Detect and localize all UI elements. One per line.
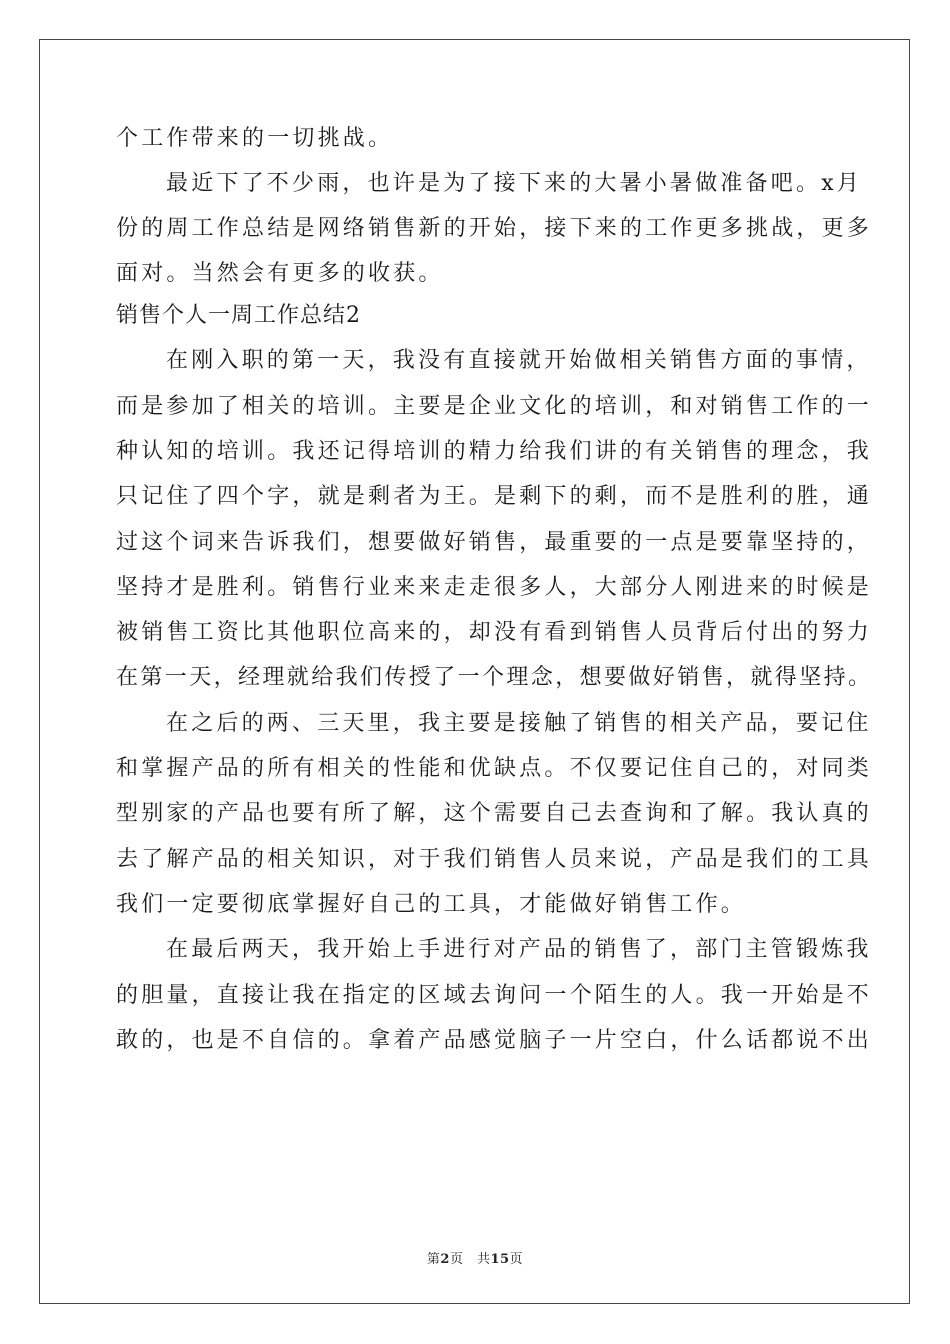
text-line: 在刚入职的第一天，我没有直接就开始做相关销售方面的事情，	[166, 348, 872, 373]
page-prefix: 第	[426, 1252, 441, 1267]
text-line: 个工作带来的一切挑战。	[116, 126, 394, 151]
page-total: 15	[490, 1252, 510, 1267]
text-line: 面对。当然会有更多的收获。	[116, 261, 444, 286]
text-line: 去了解产品的相关知识，对于我们销售人员来说，产品是我们的工具	[116, 847, 873, 872]
text-line: 在之后的两、三天里，我主要是接触了销售的相关产品，要记住	[166, 711, 872, 736]
text-line: 而是参加了相关的培训。主要是企业文化的培训，和对销售工作的一	[116, 394, 873, 419]
text-line: 在最后两天，我开始上手进行对产品的销售了，部门主管锻炼我	[166, 937, 872, 962]
page-current: 2	[440, 1252, 450, 1267]
text-line: 的胆量，直接让我在指定的区域去询问一个陌生的人。我一开始是不	[116, 983, 873, 1008]
text-line: 过这个词来告诉我们，想要做好销售，最重要的一点是要靠坚持的，	[116, 530, 873, 555]
text-line: 在第一天，经理就给我们传授了一个理念，想要做好销售，就得坚持。	[116, 665, 873, 690]
page-mid: 页 共	[449, 1252, 491, 1267]
page-suffix: 页	[509, 1252, 524, 1267]
text-line: 敢的，也是不自信的。拿着产品感觉脑子一片空白，什么话都说不出	[116, 1028, 873, 1053]
text-line: 型别家的产品也要有所了解，这个需要自己去查询和了解。我认真的	[116, 801, 873, 826]
text-line: 被销售工资比其他职位高来的，却没有看到销售人员背后付出的努力	[116, 620, 873, 645]
text-line: 只记住了四个字，就是剩者为王。是剩下的剩，而不是胜利的胜，通	[116, 484, 873, 509]
section-heading: 销售个人一周工作总结2	[116, 303, 361, 328]
text-line: 份的周工作总结是网络销售新的开始，接下来的工作更多挑战，更多	[116, 216, 873, 241]
text-line: 最近下了不少雨，也许是为了接下来的大暑小暑做准备吧。x月	[166, 171, 863, 196]
text-line: 坚持才是胜利。销售行业来来走走很多人，大部分人刚进来的时候是	[116, 575, 873, 600]
text-line: 种认知的培训。我还记得培训的精力给我们讲的有关销售的理念，我	[116, 439, 873, 464]
text-line: 我们一定要彻底掌握好自己的工具，才能做好销售工作。	[116, 892, 747, 917]
page-number-footer	[0, 1248, 950, 1267]
text-line: 和掌握产品的所有相关的性能和优缺点。不仅要记住自己的，对同类	[116, 756, 873, 781]
